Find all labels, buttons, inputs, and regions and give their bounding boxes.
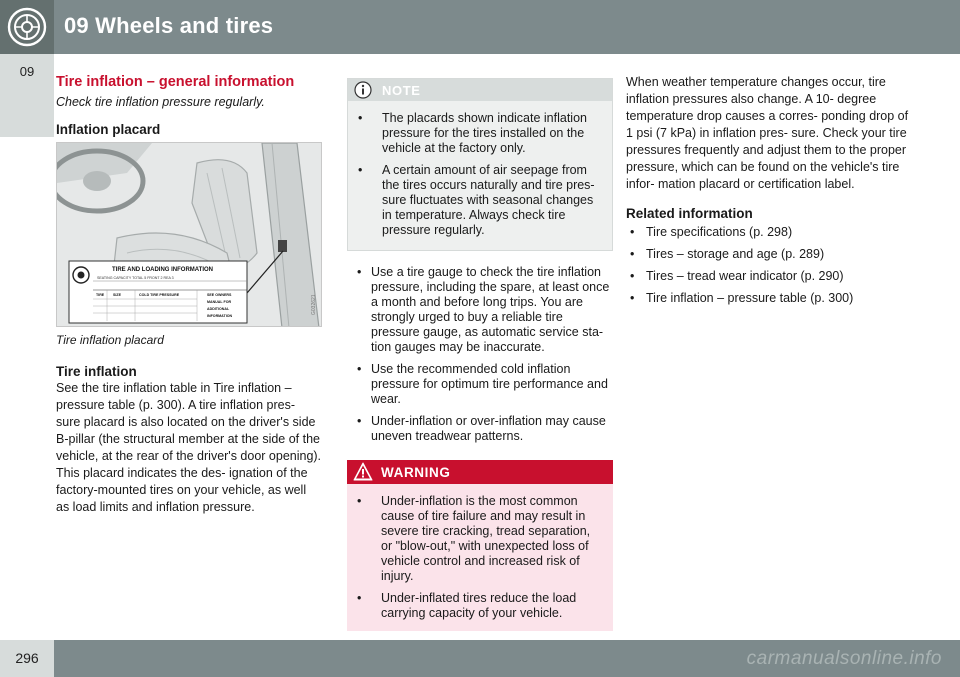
warning-list bbox=[347, 494, 603, 621]
note-list bbox=[348, 111, 602, 238]
placard-col-manual: MANUAL FOR bbox=[207, 300, 232, 304]
related-link-text[interactable]: Tire inflation – pressure table (p. 300) bbox=[646, 291, 854, 305]
info-icon bbox=[354, 81, 372, 99]
page-header bbox=[0, 0, 960, 54]
list-item bbox=[347, 414, 613, 444]
placard-title: TIRE AND LOADING INFORMATION bbox=[112, 267, 213, 273]
bullet: • bbox=[357, 591, 362, 605]
image-code: G032621 bbox=[311, 294, 317, 315]
list-item bbox=[347, 265, 613, 355]
page-number: 296 bbox=[15, 650, 39, 666]
chapter-side-tab bbox=[0, 54, 54, 137]
section-intro: Check tire inflation pressure regularly. bbox=[56, 95, 265, 109]
tire-inflation-heading: Tire inflation bbox=[56, 364, 137, 379]
page-footer bbox=[0, 640, 960, 677]
bullet: • bbox=[630, 291, 635, 305]
column-middle bbox=[347, 74, 613, 631]
warning-header bbox=[347, 460, 613, 484]
temperature-text: When weather temperature changes occur, tire inflation pressures also change. A 10- degree temperature drop causes a corres- ponding drop of 1 psi (7 kPa) in inflation pres- sure. Check your tire pressures frequently and adjust them to the proper pressure, which can be found on the vehicle's tire infor- mation placard or certification label. bbox=[626, 75, 909, 191]
page-title: 09 Wheels and tires bbox=[64, 13, 274, 38]
list-item bbox=[347, 494, 603, 584]
list-item bbox=[347, 591, 603, 621]
tip-text: Use a tire gauge to check the tire inflation pressure, including the spare, at least once a month and before long trips. You are strongly urged to buy a reliable tire pressure gauge, as automatic service sta- tion gauges may be inaccurate. bbox=[371, 265, 610, 354]
footer-page-tab bbox=[0, 640, 54, 677]
tip-text: Use the recommended cold inflation pressure for optimum tire performance and wear. bbox=[371, 362, 608, 406]
placard-col-size: SIZE bbox=[113, 293, 121, 297]
related-information-list bbox=[626, 225, 911, 306]
bullet: • bbox=[357, 265, 362, 279]
note-item-text: The placards shown indicate inflation pressure for the tires installed on the vehicle at the factory only. bbox=[382, 111, 587, 155]
header-icon-tab bbox=[0, 0, 54, 54]
list-item bbox=[348, 111, 602, 156]
related-link-text[interactable]: Tires – storage and age (p. 289) bbox=[646, 247, 825, 261]
warning-triangle-icon bbox=[353, 462, 373, 481]
inflation-tips-list bbox=[347, 265, 613, 444]
note-box bbox=[347, 78, 613, 251]
bullet: • bbox=[357, 494, 362, 508]
bullet: • bbox=[358, 111, 363, 125]
placard-col-pressure: COLD TIRE PRESSURE bbox=[139, 293, 180, 297]
bullet: • bbox=[630, 225, 635, 239]
bullet: • bbox=[357, 362, 362, 376]
warning-item-text: Under-inflation is the most common cause of tire failure and may result in severe tire cracking, tread separation, or "blow-out," with unexpected loss of vehicle control and increased risk of injury. bbox=[381, 494, 591, 583]
placard-col-see: SEE OWNERS bbox=[207, 293, 232, 297]
related-link[interactable] bbox=[626, 269, 911, 284]
note-title: NOTE bbox=[382, 83, 421, 98]
chapter-number: 09 bbox=[19, 64, 35, 79]
placard-heading: Inflation placard bbox=[56, 122, 161, 137]
tire-inflation-text: See the tire inflation table in Tire inflation – pressure table (p. 300). A tire inflation pres- sure placard is also located on the driver's side B-pillar (the structural member at the side of the vehicle, at the rear of the driver's door opening). This placard indicates the des- ignation of the factory-mounted tires on your vehicle, as well as load limits and inflation pressure. bbox=[56, 381, 322, 514]
warning-title: WARNING bbox=[381, 465, 451, 480]
tire-icon bbox=[7, 7, 47, 47]
warning-item-text: Under-inflated tires reduce the load carrying capacity of your vehicle. bbox=[381, 591, 577, 620]
placard-col-information: INFORMATION bbox=[207, 314, 233, 318]
car-interior-drawing bbox=[57, 143, 322, 327]
bullet: • bbox=[357, 414, 362, 428]
note-item-text: A certain amount of air seepage from the tires occurs naturally and tire pres- sure fluctuates with seasonal changes in temperature. Always check tire pressure regularly. bbox=[382, 163, 595, 237]
related-link-text[interactable]: Tire specifications (p. 298) bbox=[646, 225, 793, 239]
related-link[interactable] bbox=[626, 291, 911, 306]
list-item bbox=[348, 163, 602, 238]
placard-col-tire: TIRE bbox=[96, 293, 105, 297]
bullet: • bbox=[630, 247, 635, 261]
related-link-text[interactable]: Tires – tread wear indicator (p. 290) bbox=[646, 269, 844, 283]
bullet: • bbox=[358, 163, 363, 177]
note-header bbox=[348, 79, 612, 101]
tip-text: Under-inflation or over-inflation may cause uneven treadwear patterns. bbox=[371, 414, 606, 443]
related-information-heading: Related information bbox=[626, 206, 753, 221]
inflation-placard-illustration bbox=[56, 142, 322, 327]
figure-caption: Tire inflation placard bbox=[56, 333, 164, 347]
column-left bbox=[56, 74, 322, 516]
related-link[interactable] bbox=[626, 247, 911, 262]
placard-col-additional: ADDITIONAL bbox=[207, 307, 230, 311]
watermark: carmanualsonline.info bbox=[746, 648, 942, 669]
placard-seating-line: SEATING CAPACITY TOTAL 5 FRONT 2 REA 3 bbox=[97, 276, 174, 280]
warning-box bbox=[347, 460, 613, 631]
list-item bbox=[347, 362, 613, 407]
column-right bbox=[626, 74, 911, 313]
bullet: • bbox=[630, 269, 635, 283]
section-heading: Tire inflation – general information bbox=[56, 74, 295, 90]
related-link[interactable] bbox=[626, 225, 911, 240]
